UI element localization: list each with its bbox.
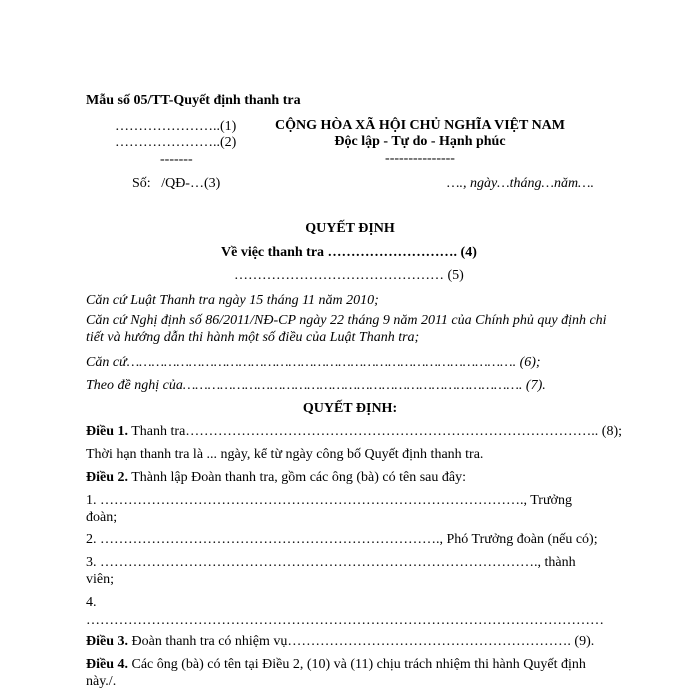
- number-value: /QĐ-…(3): [161, 176, 221, 191]
- article-3-text: Đoàn thanh tra có nhiệm vụ……………………………………………………. (9).: [128, 634, 595, 649]
- article-2: [86, 469, 466, 486]
- issuing-authority: ……………………………………… (5): [234, 268, 464, 283]
- agency-line-1: …………………..(1): [115, 119, 237, 134]
- basis-decree: Căn cứ Nghị định số 86/2011/NĐ-CP ngày 22 tháng 9 năm 2011 của Chính phủ quy định chi tiết và hướng dẫn thi hành một số điều của Luật Thanh tra;: [86, 313, 607, 345]
- article-3: [86, 633, 594, 650]
- article-4-label: Điều 4.: [86, 657, 128, 672]
- document-number: [132, 175, 220, 192]
- member-1: 1. ………………………………………………………………………………., Trưởng đoàn;: [86, 493, 572, 525]
- number-label: Số:: [132, 176, 151, 191]
- right-divider: ---------------: [385, 151, 455, 166]
- article-1-label: Điều 1.: [86, 424, 128, 439]
- member-4-line: …………………………………………………………………………………………………: [86, 613, 604, 628]
- national-motto: Độc lập - Tự do - Hạnh phúc: [334, 134, 506, 149]
- inspection-duration: Thời hạn thanh tra là ... ngày, kể từ ngày công bố Quyết định thanh tra.: [86, 447, 484, 462]
- member-4-number: 4.: [86, 595, 97, 610]
- decision-title: QUYẾT ĐỊNH: [305, 221, 395, 236]
- republic-title: CỘNG HÒA XÃ HỘI CHỦ NGHĨA VIỆT NAM: [274, 118, 565, 133]
- member-3: 3. …………………………………………………………………………………., thành viên;: [86, 555, 576, 587]
- left-divider: -------: [160, 152, 193, 167]
- basis-proposal: Theo đề nghị của………………………………………………………………………. (7).: [86, 378, 546, 393]
- member-2: 2. ………………………………………………………………., Phó Trưởng đoàn (nếu có);: [86, 532, 598, 547]
- article-3-label: Điều 3.: [86, 634, 128, 649]
- basis-other: Căn cứ…………………………………………………………………………………. (6);: [86, 355, 541, 370]
- article-4: [86, 656, 616, 690]
- form-code: Mẫu số 05/TT-Quyết định thanh tra: [86, 93, 301, 108]
- article-4-text: Các ông (bà) có tên tại Điều 2, (10) và (11) chịu trách nhiệm thi hành Quyết định này./.: [86, 657, 586, 689]
- article-2-text: Thành lập Đoàn thanh tra, gồm các ông (bà) có tên sau đây:: [128, 470, 466, 485]
- basis-law: Căn cứ Luật Thanh tra ngày 15 tháng 11 năm 2010;: [86, 293, 379, 308]
- decision-subject: Về việc thanh tra ………………………. (4): [221, 245, 477, 260]
- article-2-label: Điều 2.: [86, 470, 128, 485]
- agency-line-2: …………………..(2): [115, 135, 237, 150]
- decide-heading: QUYẾT ĐỊNH:: [302, 401, 398, 416]
- article-1: [86, 423, 622, 440]
- date-line: …., ngày…tháng…năm….: [447, 176, 595, 191]
- article-1-text: Thanh tra…………………………………………………………………………….. (8);: [128, 424, 622, 439]
